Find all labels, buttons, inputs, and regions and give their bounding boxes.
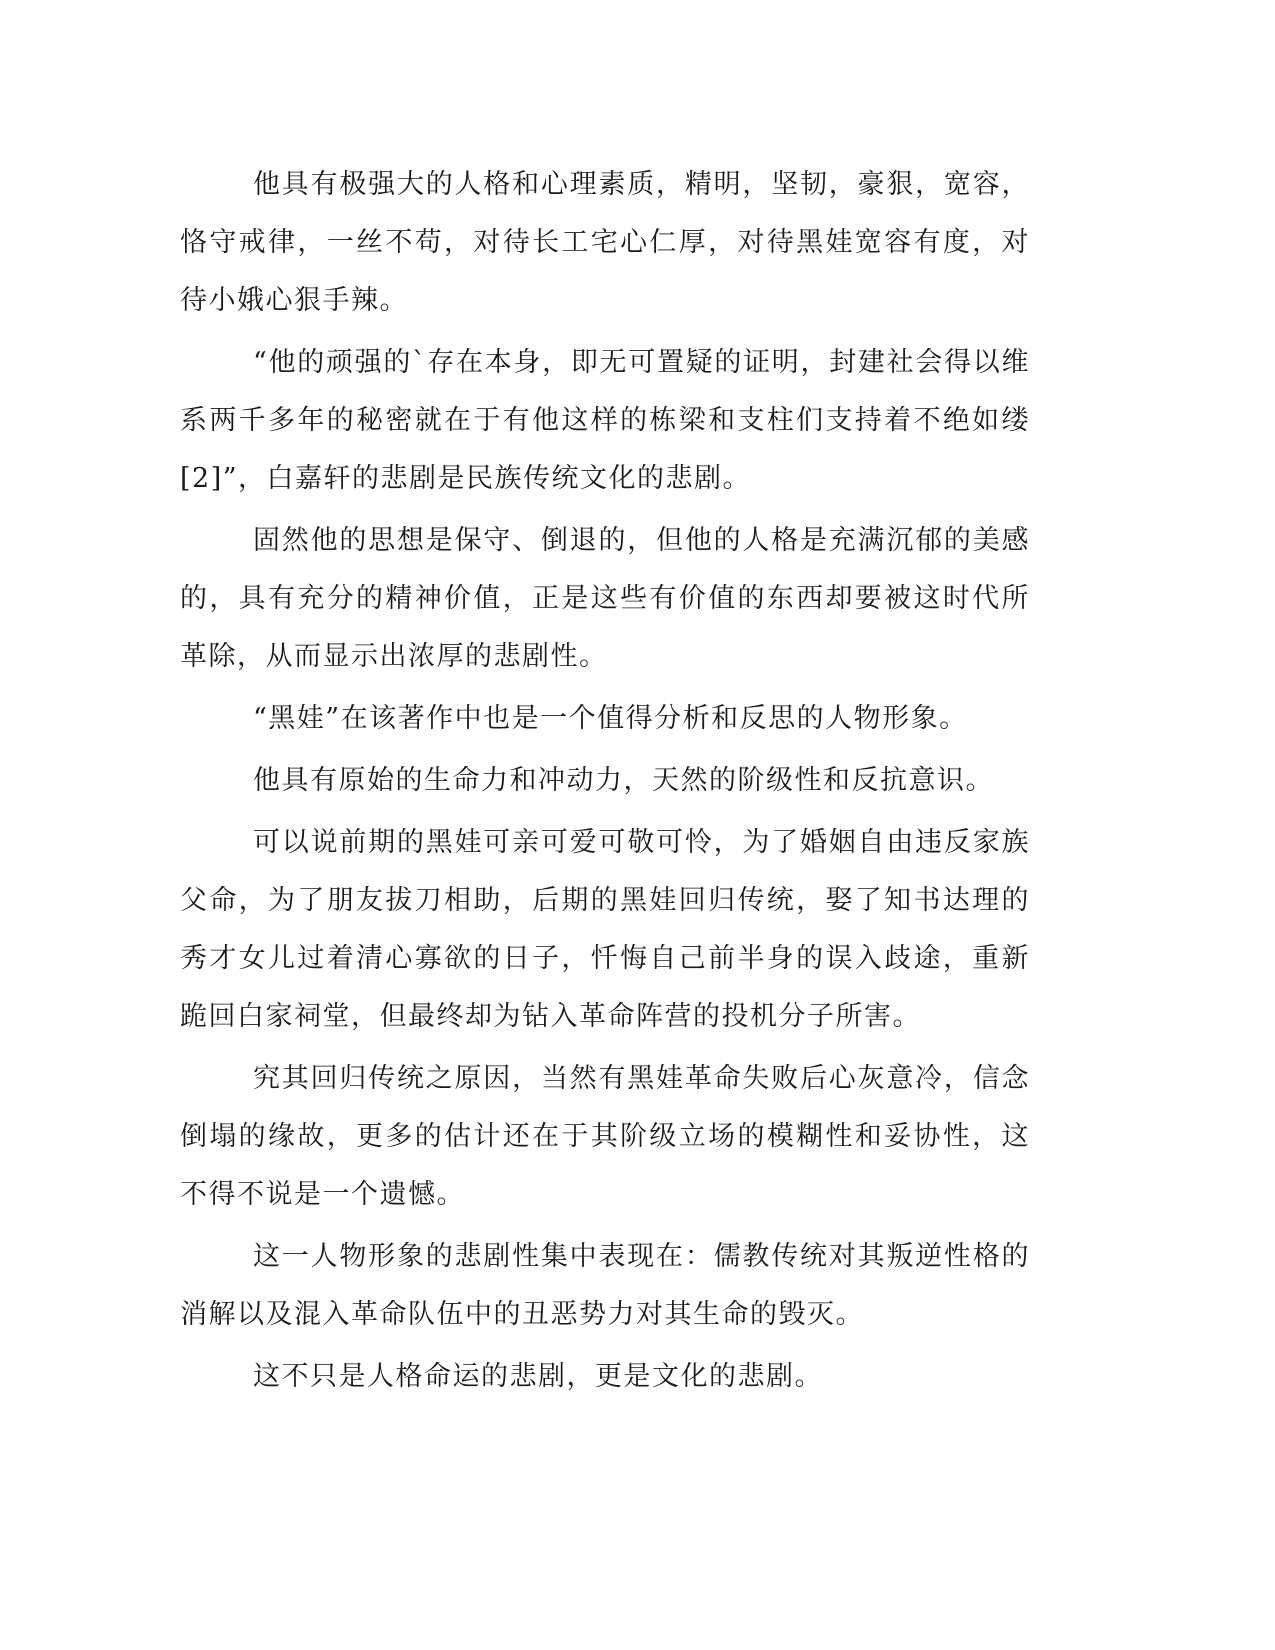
- paragraph: 固然他的思想是保守、倒退的，但他的人格是充满沉郁的美感的，具有充分的精神价值，正是这些有价值的东西却要被这时代所革除，从而显示出浓厚的悲剧性。: [180, 525, 1030, 672]
- paragraph: 这不只是人格命运的悲剧，更是文化的悲剧。: [253, 1361, 823, 1392]
- paragraph: 这一人物形象的悲剧性集中表现在：儒教传统对其叛逆性格的消解以及混入革命队伍中的丑恶势力对其生命的毁灭。: [180, 1241, 1030, 1330]
- paragraph: 他具有原始的生命力和冲动力，天然的阶级性和反抗意识。: [253, 765, 994, 796]
- paragraph: 可以说前期的黑娃可亲可爱可敬可怜，为了婚姻自由违反家族父命，为了朋友拔刀相助，后期的黑娃回归传统，娶了知书达理的秀才女儿过着清心寡欲的日子，忏悔自己前半身的误入歧途，重新跪回白家祠堂，但最终却为钻入革命阵营的投机分子所害。: [180, 827, 1030, 1032]
- paragraph: 他具有极强大的人格和心理素质，精明，坚韧，豪狠，宽容，恪守戒律，一丝不苟，对待长工宅心仁厚，对待黑娃宽容有度，对待小娥心狠手辣。: [180, 169, 1030, 316]
- paragraph: 究其回归传统之原因，当然有黑娃革命失败后心灰意冷，信念倒塌的缘故，更多的估计还在于其阶级立场的模糊性和妥协性，这不得不说是一个遗憾。: [180, 1063, 1030, 1210]
- document-body: [180, 156, 1030, 1410]
- paragraph: “黑娃”在该著作中也是一个值得分析和反思的人物形象。: [253, 703, 968, 734]
- paragraph: “他的顽强的`存在本身，即无可置疑的证明，封建社会得以维系两千多年的秘密就在于有他这样的栋梁和支柱们支持着不绝如缕[2]”，白嘉轩的悲剧是民族传统文化的悲剧。: [180, 347, 1030, 494]
